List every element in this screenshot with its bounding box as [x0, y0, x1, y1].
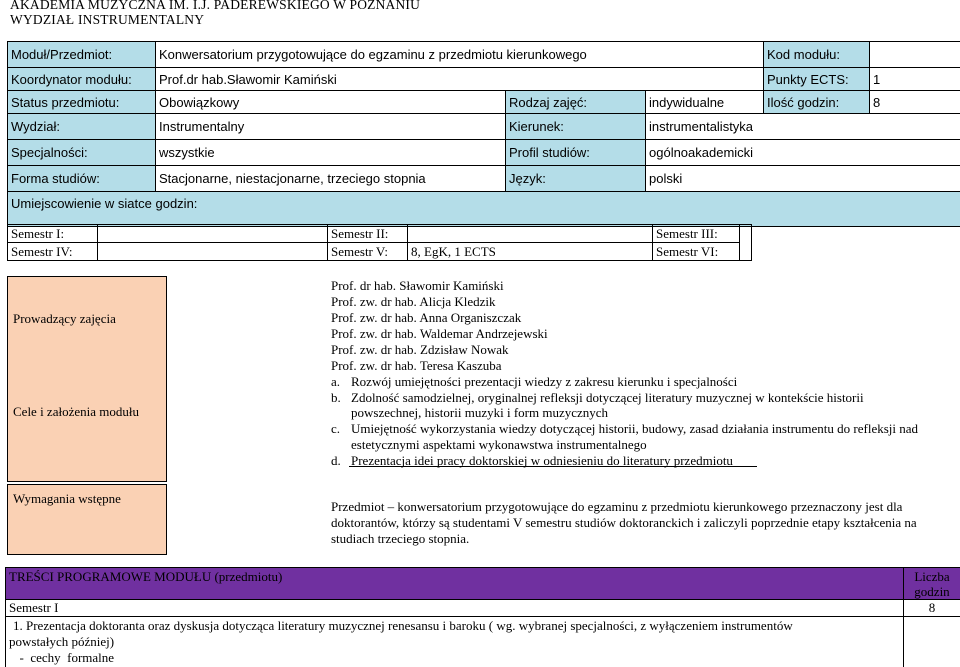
tresci-content	[6, 617, 904, 667]
labels-panel	[7, 276, 167, 482]
cele-list	[331, 374, 956, 469]
godzin-label: Ilość godzin:	[764, 91, 870, 114]
semestr-1-value	[98, 225, 328, 243]
school-name: AKADEMIA MUZYCZNA IM. I.J. PADEREWSKIEGO W POZNANIU	[10, 0, 421, 12]
forma-label: Forma studiów:	[8, 166, 156, 192]
liczba-godzin-header	[904, 568, 960, 600]
wymagania-label: Wymagania wstępne	[13, 491, 121, 506]
cele-underline	[349, 466, 757, 467]
godzin-value: 8	[870, 91, 960, 114]
prowadzacy-item: Prof. zw. dr hab. Zdzisław Nowak	[331, 342, 509, 357]
profil-label: Profil studiów:	[506, 140, 646, 166]
cele-label: Cele i założenia modułu	[13, 404, 139, 419]
semestr-2-value	[408, 225, 653, 243]
cele-marker: d.	[331, 453, 341, 468]
module-info-table	[7, 41, 960, 227]
semestr-5-label: Semestr V:	[328, 243, 408, 261]
semestr-i-label: Semestr I	[6, 600, 904, 617]
wymagania-label-box	[7, 484, 167, 555]
wymagania-line: studiach trzeciego stopnia.	[331, 531, 470, 546]
kierunek-value: instrumentalistyka	[646, 114, 960, 140]
forma-value: Stacjonarne, niestacjonarne, trzeciego stopnia	[156, 166, 506, 192]
prowadzacy-label: Prowadzący zajęcia	[13, 311, 116, 326]
wydzial-label: Wydział:	[8, 114, 156, 140]
modul-label: Moduł/Przedmiot:	[8, 42, 156, 68]
cele-item: Rozwój umiejętności prezentacji wiedzy z zakresu kierunku i specjalności	[351, 374, 738, 389]
ects-label: Punkty ECTS:	[764, 68, 870, 91]
prowadzacy-item: Prof. zw. dr hab. Teresa Kaszuba	[331, 358, 502, 373]
wymagania-text	[331, 499, 956, 549]
tresci-line: - cechy formalne	[13, 650, 115, 665]
cele-marker: b.	[331, 390, 341, 405]
cele-item: Prezentacja idei pracy doktorskiej w odniesieniu do literatury przedmiotu	[351, 453, 733, 468]
kierunek-label: Kierunek:	[506, 114, 646, 140]
jezyk-value: polski	[646, 166, 960, 192]
cele-item-continued: estetycznymi aspektami wykonawstwa instrumentalnego	[351, 437, 647, 452]
cele-marker: a.	[331, 374, 341, 389]
wydzial-value: Instrumentalny	[156, 114, 506, 140]
kod-label: Kod modułu:	[764, 42, 870, 68]
cele-item: Zdolność samodzielnej, oryginalnej refleksji dotyczącej literatury muzycznej w kontekście historii	[351, 390, 864, 405]
specjalnosci-label: Specjalności:	[8, 140, 156, 166]
semestr-3-label: Semestr III:	[653, 225, 740, 243]
semestr-i-hours: 8	[904, 600, 960, 617]
prowadzacy-list	[331, 278, 931, 378]
modul-value: Konwersatorium przygotowujące do egzaminu z przedmiotu kierunkowego	[156, 42, 764, 68]
rodzaj-value: indywidualne	[646, 91, 764, 114]
cele-marker: c.	[331, 421, 341, 436]
prowadzacy-item: Prof. zw. dr hab. Alicja Kledzik	[331, 294, 496, 309]
wymagania-line: doktorantów, którzy są studentami V semestru studiów doktoranckich i zaliczyli poprzednie etapy kształcenia na	[331, 515, 917, 530]
liczba-label: Liczba	[914, 569, 950, 584]
umiejscowienie-label: Umiejscowienie w siatce godzin:	[8, 192, 960, 227]
tresci-line: powstałych później)	[9, 634, 115, 649]
tresci-header: TREŚCI PROGRAMOWE MODUŁU (przedmiotu)	[6, 568, 904, 600]
semestr-1-label: Semestr I:	[8, 225, 98, 243]
prowadzacy-item: Prof. zw. dr hab. Waldemar Andrzejewski	[331, 326, 548, 341]
tresci-table	[5, 567, 960, 667]
cele-item: Umiejętność wykorzystania wiedzy dotyczącej historii, budowy, zasad działania instrumentu do refleksji nad	[351, 421, 919, 436]
wymagania-line: Przedmiot – konwersatorium przygotowujące do egzaminu z przedmiotu kierunkowego przeznaczony jest dla	[331, 499, 903, 514]
tresci-line: 1. Prezentacja doktoranta oraz dyskusja dotycząca literatury muzycznej renesansu i baroku ( wg. wybranej specjalności, z wyłączeniem instrumentów	[13, 618, 793, 633]
kod-value	[870, 42, 960, 68]
semestr-4-label: Semestr IV:	[8, 243, 98, 261]
cele-item-continued: powszechnej, historii muzyki i form muzycznych	[351, 405, 609, 420]
status-value: Obowiązkowy	[156, 91, 506, 114]
rodzaj-label: Rodzaj zajęć:	[506, 91, 646, 114]
faculty-name: WYDZIAŁ INSTRUMENTALNY	[10, 12, 205, 27]
semesters-table	[7, 224, 740, 261]
profil-value: ogólnoakademicki	[646, 140, 960, 166]
prowadzacy-item: Prof. dr hab. Sławomir Kamiński	[331, 278, 504, 293]
tresci-hours-cell	[904, 617, 960, 667]
prowadzacy-item: Prof. zw. dr hab. Anna Organiszczak	[331, 310, 522, 325]
semestr-3-value-cell	[738, 224, 752, 261]
koordynator-value: Prof.dr hab.Sławomir Kamiński	[156, 68, 764, 91]
semestr-4-value	[98, 243, 328, 261]
specjalnosci-value: wszystkie	[156, 140, 506, 166]
semestr-2-label: Semestr II:	[328, 225, 408, 243]
koordynator-label: Koordynator modułu:	[8, 68, 156, 91]
jezyk-label: Język:	[506, 166, 646, 192]
ects-value: 1	[870, 68, 960, 91]
semestr-5-value: 8, EgK, 1 ECTS	[408, 243, 653, 261]
status-label: Status przedmiotu:	[8, 91, 156, 114]
semestr-6-label: Semestr VI:	[653, 243, 740, 261]
godzin-label: godzin	[914, 584, 950, 599]
